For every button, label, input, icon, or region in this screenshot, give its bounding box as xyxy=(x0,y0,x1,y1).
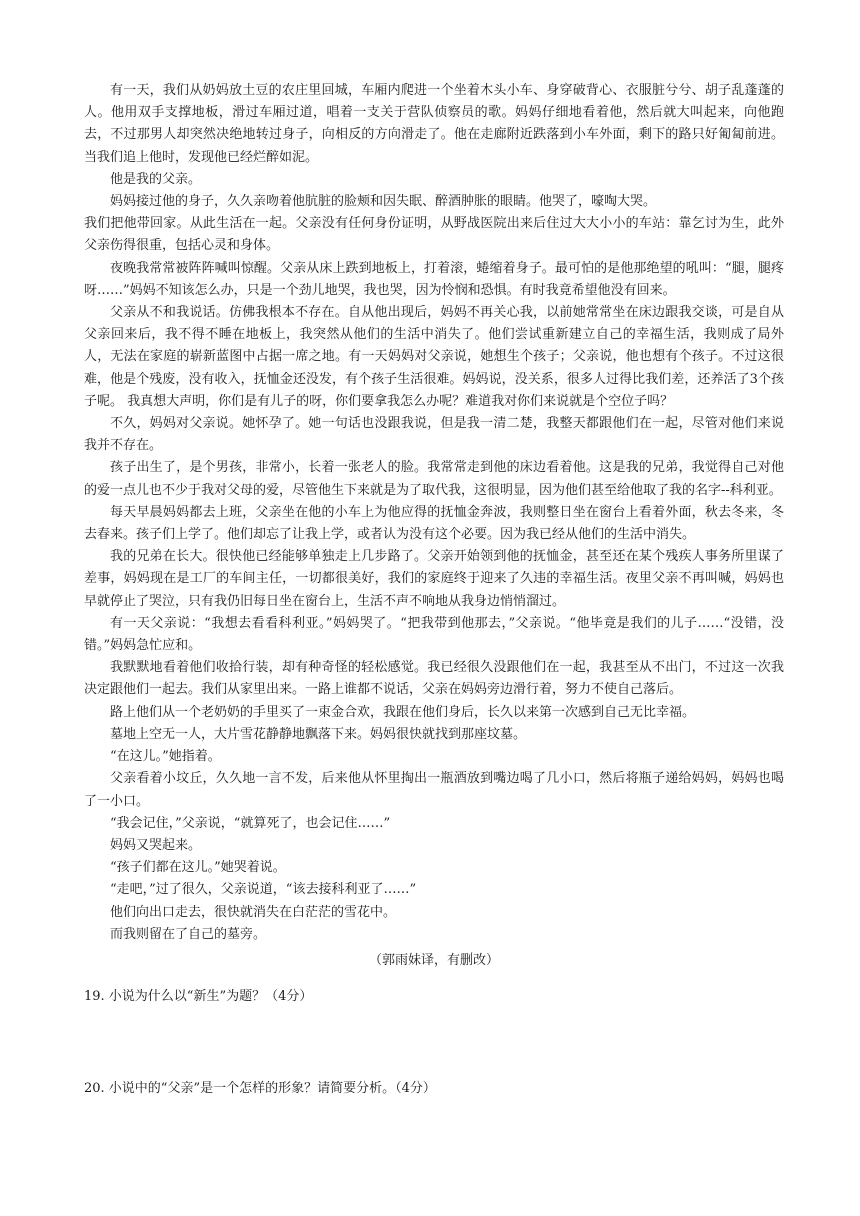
paragraph-12: 我默默地看着他们收拾行装，却有种奇怪的轻松感觉。我已经很久没跟他们在一起，我甚至从不出门，不过这一次我决定跟他们一起去。我们从家里出来。一路上谁都不说话，父亲在妈妈旁边滑行着，努力不使自己落后。 xyxy=(84,660,784,698)
paragraph-13: 路上他们从一个老奶奶的手里买了一束金合欢，我跟在他们身后，长久以来第一次感到自己无比幸福。 xyxy=(110,704,696,720)
paragraph-10: 我的兄弟在长大。很快他已经能够单独走上几步路了。父亲开始领到他的抚恤金，甚至还在某个残疾人事务所里谋了差事，妈妈现在是工厂的车间主任，一切都很美好，我们的家庭终于迎来了久违的幸福生活。夜里父亲不再叫喊，妈妈也早就停止了哭泣，只有我仍旧每日坐在窗台上，生活不声不响地从我身边悄悄溜过。 xyxy=(84,549,784,609)
story-body xyxy=(84,80,784,972)
paragraph-20: “走吧，”过了很久，父亲说道，“该去接科利亚了……” xyxy=(110,882,417,898)
paragraph-11: 有一天父亲说：“我想去看看科利亚。”妈妈哭了。“把我带到他那去，”父亲说。“他毕竟是我们的儿子……“没错，没错。”妈妈急忙应和。 xyxy=(84,615,784,654)
paragraph-1: 有一天，我们从奶妈放土豆的农庄里回城，车厢内爬进一个坐着木头小车、身穿破背心、衣服脏兮兮、胡子乱蓬蓬的人。他用双手支撑地板，滑过车厢过道，唱着一支关于营队侦察员的歌。妈妈仔细地看着他，然后就大叫起来，向他跑去，不过那男人却突然决绝地转过身子，向相反的方向滑走了。他在走廊附近跌落到小车外面，剩下的路只好匍匐前进。当我们追上他时，发现他已经烂醉如泥。 xyxy=(84,83,784,165)
paragraph-14: 墓地上空无一人，大片雪花静静地飘落下来。妈妈很快就找到那座坟墓。 xyxy=(110,726,527,742)
paragraph-18: 妈妈又哭起来。 xyxy=(110,837,202,853)
paragraph-9: 每天早晨妈妈都去上班，父亲坐在他的小车上为他应得的抚恤金奔波，我则整日坐在窗台上看着外面，秋去冬来，冬去春来。孩子们上学了。他们却忘了让我上学，或者认为没有这个必要。因为我已经从他们的生活中消失。 xyxy=(84,504,784,543)
paragraph-7: 不久，妈妈对父亲说。她怀孕了。她一句话也没跟我说，但是我一清二楚，我整天都跟他们在一起，尽管对他们来说我并不存在。 xyxy=(84,416,784,454)
paragraph-17: “我会记住，”父亲说，“就算死了，也会记住……” xyxy=(110,815,391,831)
paragraph-3: 妈妈接过他的身子，久久亲吻着他肮脏的脸颊和因失眠、醉酒肿胀的眼睛。他哭了，嚎啕大哭。 xyxy=(110,194,657,210)
paragraph-15: “在这儿。”她指着。 xyxy=(110,749,221,765)
paragraph-2: 他是我的父亲。 xyxy=(110,171,202,187)
paragraph-8: 孩子出生了，是个男孩，非常小，长着一张老人的脸。我常常走到他的床边看着他。这是我的兄弟，我觉得自己对他的爱一点儿也不少于我对父母的爱，尽管他生下来就是为了取代我，这很明显，因为他们甚至给他取了我的名字--科利亚。 xyxy=(84,460,784,498)
paragraph-21: 他们向出口走去，很快就消失在白茫茫的雪花中。 xyxy=(110,904,397,920)
question-19: 19. 小说为什么以“新生”为题？（4分） xyxy=(84,989,313,1004)
paragraph-16: 父亲看着小坟丘，久久地一言不发，后来他从怀里掏出一瓶酒放到嘴边喝了几小口，然后将瓶子递给妈妈，妈妈也喝了一小口。 xyxy=(84,771,784,809)
question-20: 20. 小说中的“父亲”是一个怎样的形象？请简要分析。（4分） xyxy=(84,1081,436,1096)
source-note: （郭雨妹译，有删改） xyxy=(368,952,499,968)
paragraph-6: 父亲从不和我说话。仿佛我根本不存在。自从他出现后，妈妈不再关心我，以前她常常坐在床边跟我交谈，可是自从父亲回来后，我不得不睡在地板上，我突然从他们的生活中消失了。他们尝试重新建立自己的幸福生活，我则成了局外人，无法在家庭的崭新蓝图中占据一席之地。有一天妈妈对父亲说，她想生个孩子；父亲说，他也想有个孩子。不过这很难，他是个残废，没有收入，抚恤金还没发，有个孩子生活很难。妈妈说，没关系，很多人过得比我们差，还养活了3个孩子呢。 我真想大声明，你们是有儿子的呀，你们要拿我怎么办呢？难道我对你们来说就是个空位子吗？ xyxy=(84,305,784,409)
paragraph-4: 我们把他带回家。从此生活在一起。父亲没有任何身份证明，从野战医院出来后住过大大小小的车站：靠乞讨为生，此外父亲伤得很重，包括心灵和身体。 xyxy=(84,216,784,254)
paragraph-5: 夜晚我常常被阵阵喊叫惊醒。父亲从床上跌到地板上，打着滚，蜷缩着身子。最可怕的是他那绝望的吼叫：“腿，腿疼呀……”妈妈不知该怎么办，只是一个劲儿地哭，我也哭，因为怜悯和恐惧。有时我竟希望他没有回来。 xyxy=(84,260,784,298)
paragraph-22: 而我则留在了自己的墓旁。 xyxy=(110,926,267,942)
paragraph-19: “孩子们都在这儿。”她哭着说。 xyxy=(110,860,286,876)
